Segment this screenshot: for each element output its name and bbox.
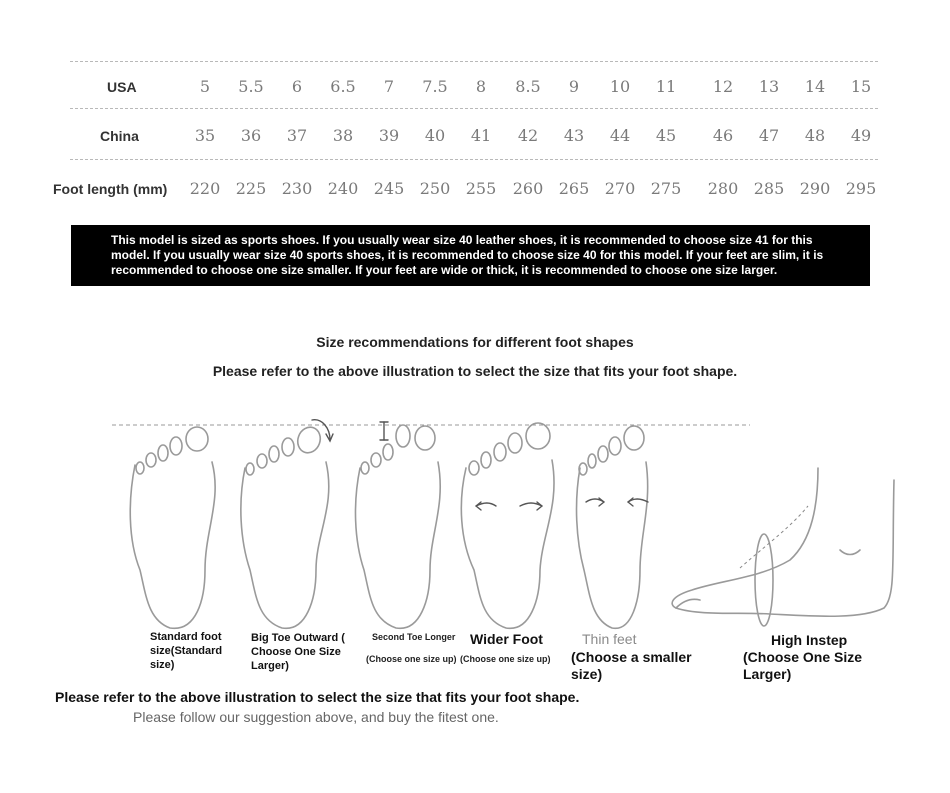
section-title: Size recommendations for different foot shapes [316,334,634,350]
size-cell: 270 [604,179,636,198]
size-cell: 8.5 [515,77,541,96]
table-divider [70,108,878,109]
size-cell: 12 [712,77,734,96]
size-cell: 285 [753,179,785,198]
size-cell: 265 [558,179,590,198]
size-cell: 10 [609,77,631,96]
high-instep-caption [743,632,883,683]
size-row-label: Foot length (mm) [53,181,168,197]
size-cell: 255 [465,179,497,198]
size-cell: 47 [758,126,780,145]
size-cell: 15 [850,77,872,96]
size-cell: 38 [332,126,354,145]
high-instep-title: High Instep [771,632,848,648]
footer-suggestion: Please follow our suggestion above, and buy the fitest one. [133,709,499,725]
table-divider [70,159,878,160]
size-cell: 220 [189,179,221,198]
size-cell: 14 [804,77,826,96]
size-cell: 9 [568,77,580,96]
size-cell: 49 [850,126,872,145]
size-cell: 46 [712,126,734,145]
size-cell: 44 [609,126,631,145]
footer-instruction: Please refer to the above illustration to select the size that fits your foot shape. [55,689,580,705]
size-cell: 40 [424,126,446,145]
size-cell: 260 [512,179,544,198]
thin-feet-caption: (Choose a smaller size) [571,649,692,682]
size-cell: 7.5 [422,77,448,96]
second-toe-longer-note: (Choose one size up) [366,654,457,664]
table-divider [70,61,878,62]
sizing-notice: This model is sized as sports shoes. If you usually wear size 40 leather shoes, it is recommended to choose size 41 for this model. If you usually wear size 40 sports shoes, it is recommended to choose size 40 for this model. If your feet are slim, it is recommended to choose one size smaller. If your feet are wide or thick, it is recommended to choose one size larger. [71,225,870,286]
foot-shapes-illustration [0,410,950,635]
size-cell: 275 [650,179,682,198]
size-row-label: China [100,128,139,144]
second-toe-longer-caption: Second Toe Longer [372,632,456,642]
size-cell: 6.5 [330,77,356,96]
section-subtitle: Please refer to the above illustration to select the size that fits your foot shape. [212,363,738,379]
thin-feet-title: Thin feet [582,631,637,647]
size-cell: 39 [378,126,400,145]
big-toe-outward-caption: Big Toe Outward ( Choose One Size Larger) [251,632,345,672]
size-cell: 11 [655,77,677,96]
size-cell: 5 [199,77,211,96]
size-cell: 35 [194,126,216,145]
size-cell: 290 [799,179,831,198]
big-toe-outward-foot-icon [241,420,333,629]
standard-foot-icon [130,427,215,628]
size-cell: 280 [707,179,739,198]
size-cell: 230 [281,179,313,198]
size-cell: 43 [563,126,585,145]
size-cell: 42 [517,126,539,145]
size-cell: 48 [804,126,826,145]
wider-foot-note: (Choose one size up) [460,654,551,664]
high-instep-foot-icon [672,468,894,626]
size-cell: 245 [373,179,405,198]
standard-foot-caption: Standard foot size(Standard size) [150,631,223,671]
size-cell: 41 [470,126,492,145]
size-cell: 13 [758,77,780,96]
size-cell: 6 [291,77,303,96]
wider-foot-icon [461,423,554,628]
size-cell: 250 [419,179,451,198]
size-cell: 37 [286,126,308,145]
second-toe-longer-foot-icon [355,422,440,628]
size-cell: 36 [240,126,262,145]
thin-foot-icon [577,426,648,628]
size-cell: 225 [235,179,267,198]
size-cell: 7 [383,77,395,96]
size-cell: 295 [845,179,877,198]
size-cell: 45 [655,126,677,145]
high-instep-note: (Choose One Size Larger) [743,649,863,682]
size-cell: 240 [327,179,359,198]
size-row-label: USA [107,79,137,95]
size-cell: 5.5 [238,77,264,96]
wider-foot-caption: Wider Foot [470,631,543,647]
size-cell: 8 [475,77,487,96]
